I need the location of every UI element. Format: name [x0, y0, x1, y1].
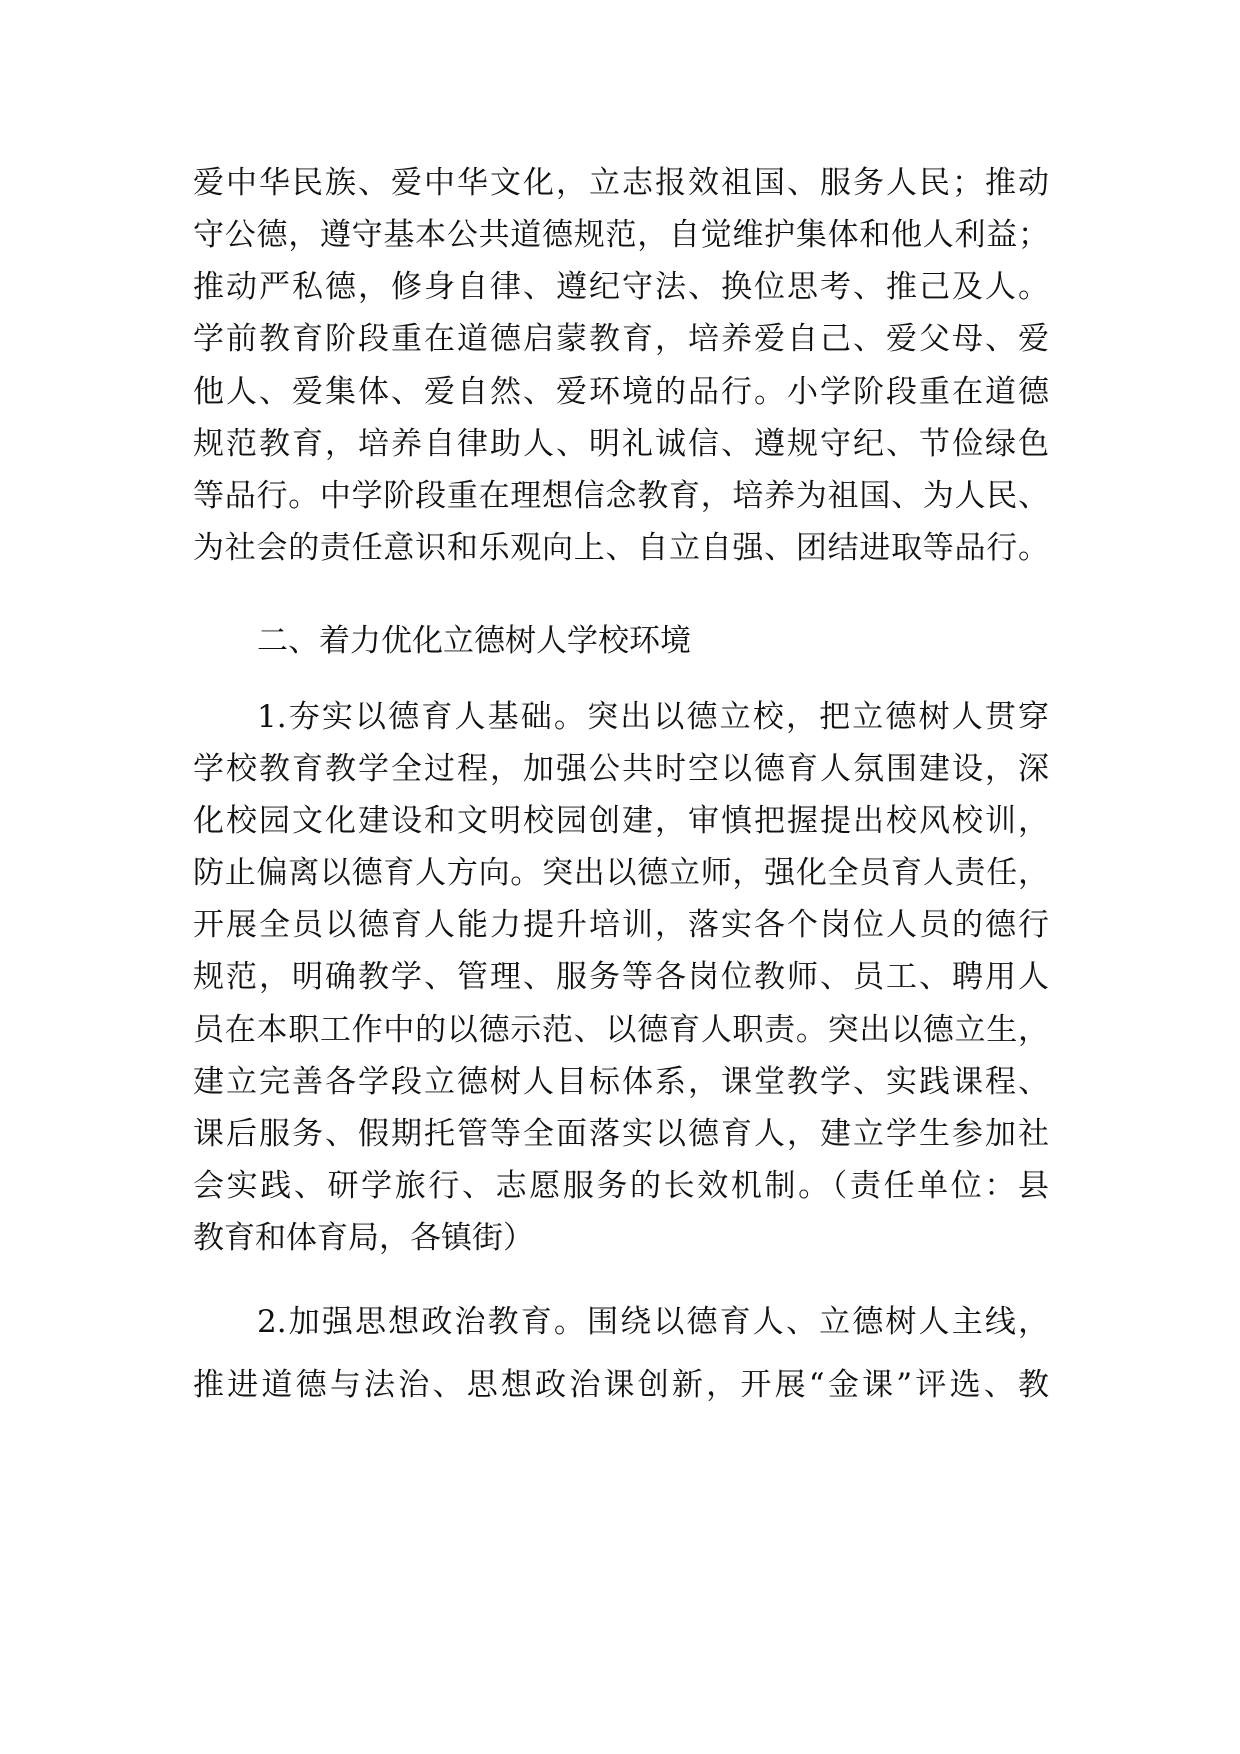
text-line: 他人、爱集体、爱自然、爱环境的品行。小学阶段重在道德	[193, 374, 1049, 410]
text-line: 规范，明确教学、管理、服务等各岗位教师、员工、聘用人	[193, 959, 1049, 995]
text-line: 开展全员以德育人能力提升培训，落实各个岗位人员的德行	[193, 907, 1049, 943]
text-line: 等品行。中学阶段重在理想信念教育，培养为祖国、为人民、	[193, 478, 1049, 514]
text-line: 会实践、研学旅行、志愿服务的长效机制。（责任单位：县	[193, 1168, 1049, 1204]
text-line: 为社会的责任意识和乐观向上、自立自强、团结进取等品行。	[193, 530, 1049, 566]
text-line: 教育和体育局，各镇街）	[193, 1220, 534, 1256]
text-line: 学校教育教学全过程，加强公共时空以德育人氛围建设，深	[193, 751, 1049, 787]
text-line: 化校园文化建设和文明校园创建，审慎把握提出校风校训，	[193, 803, 1049, 839]
text-line: 建立完善各学段立德树人目标体系，课堂教学、实践课程、	[193, 1064, 1049, 1100]
text-line: 规范教育，培养自律助人、明礼诚信、遵规守纪、节俭绿色	[193, 426, 1049, 462]
text-line: 防止偏离以德育人方向。突出以德立师，强化全员育人责任，	[193, 855, 1049, 891]
paragraph-first-line: 1.夯实以德育人基础。突出以德立校，把立德树人贯穿	[257, 699, 1049, 735]
section-heading: 二、着力优化立德树人学校环境	[257, 623, 691, 659]
text-line: 爱中华民族、爱中华文化，立志报效祖国、服务人民；推动	[193, 165, 1049, 201]
text-line: 学前教育阶段重在道德启蒙教育，培养爱自己、爱父母、爱	[193, 321, 1049, 357]
text-line: 课后服务、假期托管等全面落实以德育人，建立学生参加社	[193, 1116, 1049, 1152]
text-line: 守公德，遵守基本公共道德规范，自觉维护集体和他人利益；	[193, 217, 1049, 253]
text-line: 推进道德与法治、思想政治课创新，开展“金课”评选、教	[193, 1367, 1049, 1403]
text-line: 员在本职工作中的以德示范、以德育人职责。突出以德立生，	[193, 1012, 1049, 1048]
paragraph-first-line: 2.加强思想政治教育。围绕以德育人、立德树人主线，	[257, 1304, 1049, 1340]
text-line: 推动严私德，修身自律、遵纪守法、换位思考、推己及人。	[193, 269, 1049, 305]
